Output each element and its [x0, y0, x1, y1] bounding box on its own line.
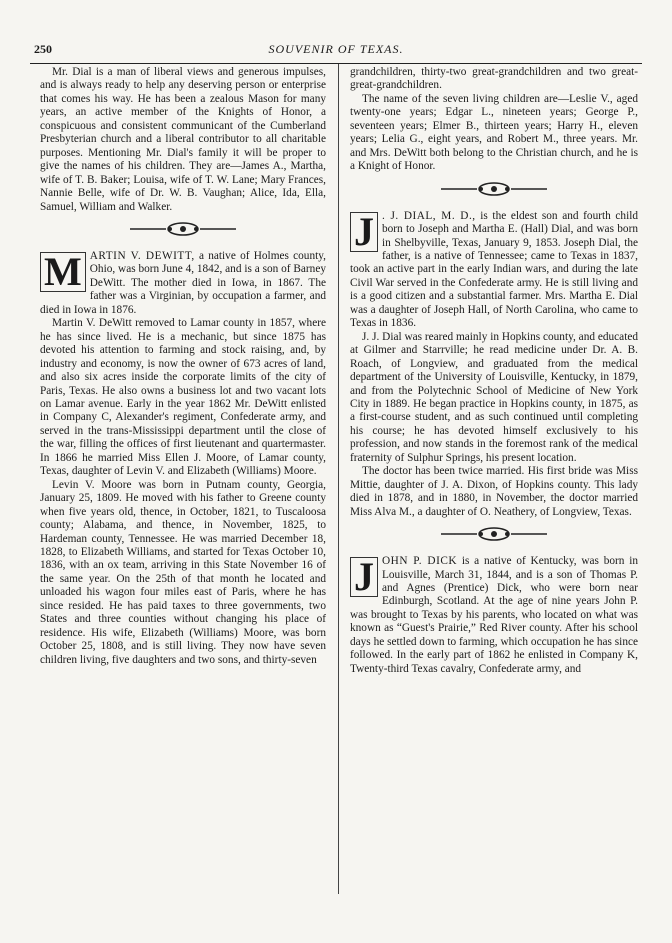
dewitt-children: The name of the seven living children are—Leslie V., aged twenty-one years; Edgar L., nineteen years; George P., seventeen years; Elmer B., thirteen years; Harry H., eleven years; Lelia G., eight years, and Robert M., three years. Mr. and Mrs. DeWitt both belong to the Christian church, and he is a Knight of Honor.	[350, 92, 638, 173]
header-rule	[30, 63, 642, 64]
dewitt-biography-career: Martin V. DeWitt removed to Lamar county in 1857, where he has since lived. He is a mechanic, but since 1875 has devoted his attention to farming and stock raising, and, by industry and economy, is now the owner of 673 acres of land, and also six acres inside the corporate limits of the city of Paris, Texas. He also owns a business lot and two vacant lots on Lamar avenue. Early in the year 1862 Mr. DeWitt enlisted in Company C, Alexander's regiment, Confederate army, and served in the trans-Mississippi department until the close of the war, filling the offices of first lieutenant and quartermaster. In 1866 he married Miss Ellen J. Moore, of Lamar county, Texas, daughter of Levin V. and Elizabeth (Williams) Moore.	[40, 317, 326, 478]
moore-biography: Levin V. Moore was born in Putnam county, Georgia, January 25, 1809. He moved with his father to Greene county when five years old, thence, in October, 1821, to Tuscaloosa county; Alabama, and thence, in November, 1825, to Hardeman county, Tennessee. He was married December 18, 1828, to Elizabeth Williams, and started for Texas October 10, 1836, with an ox team, arriving in this State November 16 of the same year. On the 25th of that month he located and unloaded his wagon four miles east of Paris, where he has since resided. He has paid taxes to three governments, two States and three counties without changing his place of residence. His wife, Elizabeth (Williams) Moore, was born October 25, 1808, and is still living. They now have seven children living, five daughters and two sons, and thirty-seven	[40, 478, 326, 666]
jdial-education: J. J. Dial was reared mainly in Hopkins county, and educated at Gilmer and Starrville; he read medicine under Dr. A. B. Roach, of Longview, and graduated from the medical department of the University of Louisville, Kentucky, in 1879, and from the Polytechnic School of Medicine of New York City in 1889. He began practice in Hopkins county, in 1875, as a first-course student, and as such continued until completing his course; he has devoted himself exclusively to his profession, and now stands in the foremost rank of the medical fraternity of Sulphur Springs, his present location.	[350, 330, 638, 464]
left-column	[40, 66, 326, 667]
dial-biography-end: Mr. Dial is a man of liberal views and generous impulses, and is always ready to help any deserving person or enterprise that comes his way. He has been a zealous Mason for many years, an active member of the Knights of Honor, a conspicuous and consistent communicant of the Cumberland Presbyterian church and a liberal contributor to all charitable purposes. Mentioning Mr. Dial's family it will be proper to give the names of his children. They are—James A., Martha, wife of T. B. Baker; Louisa, wife of T. W. Lane; Mary Frances, Nannie Belle, wife of Dr. W. B. Vaughan; Alice, Ida, Ella, Samuel, William and Walker.	[40, 66, 326, 213]
jdial-name: . J. DIAL, M. D.,	[382, 209, 476, 222]
dewitt-name: ARTIN V. DEWITT,	[89, 249, 195, 262]
section-ornament-icon	[350, 180, 638, 202]
jdial-intro-text: is the eldest son and fourth child born to Joseph and Martha E. (Hall) Dial, and was born in Shelbyville, Texas, January 9, 1853. Joseph Dial, the father, is a native of Tennessee; came to Texas in 1837, took an active part in the early Indian wars, and during the late Civil War served in the Confederate army. He is still living and is a good citizen and a substantial farmer. Mrs. Martha E. Dial was a daughter of Joseph Hall, of North Carolina, who came to Texas in 1836.	[350, 209, 639, 330]
jdial-marriage: The doctor has been twice married. His first bride was Miss Mittie, daughter of J. A. Dixon, of Hopkins county. This lady died in 1878, and in 1880, in November, the doctor married Miss Alva M., a daughter of O. Neathery, of Longview, Texas.	[350, 465, 638, 518]
dick-dropcap: J	[350, 557, 378, 597]
dewitt-biography-intro	[40, 250, 326, 317]
page-header	[30, 40, 642, 58]
dewitt-intro-text: a native of Holmes county, Ohio, was born June 4, 1842, and is a son of Barney DeWitt. The mother died in Iowa, in 1867. The father was a Virginian, by occupation a farmer, and died in Iowa in 1876.	[40, 249, 326, 316]
section-ornament-icon	[40, 220, 326, 242]
page-number: 250	[34, 42, 52, 56]
moore-biography-end: grandchildren, thirty-two great-grandchildren and two great-great-grandchildren.	[350, 66, 638, 92]
dewitt-dropcap: M	[40, 252, 86, 292]
dick-biography-intro	[350, 555, 638, 676]
dick-name: OHN P. DICK	[382, 555, 458, 568]
right-column	[350, 66, 638, 676]
running-title: SOUVENIR OF TEXAS.	[268, 42, 404, 56]
jdial-dropcap: J	[350, 212, 378, 252]
column-divider	[338, 64, 339, 894]
dick-intro-text: is a native of Kentucky, was born in Louisville, March 31, 1844, and is a son of Thomas P. and Agnes (Prentice) Dick, who were born near Edinburgh, Scotland. At the age of nine years John P. was brought to Texas by his parents, who located on what was known as “Guest's Prairie,” Red River county. After his school days he settled down to farming, which occupation he has since followed. In the early part of 1862 he enlisted in Company K, Twenty-third Texas cavalry, Confederate army, and	[350, 555, 638, 675]
section-ornament-icon	[350, 525, 638, 547]
jdial-biography-intro	[350, 210, 638, 331]
